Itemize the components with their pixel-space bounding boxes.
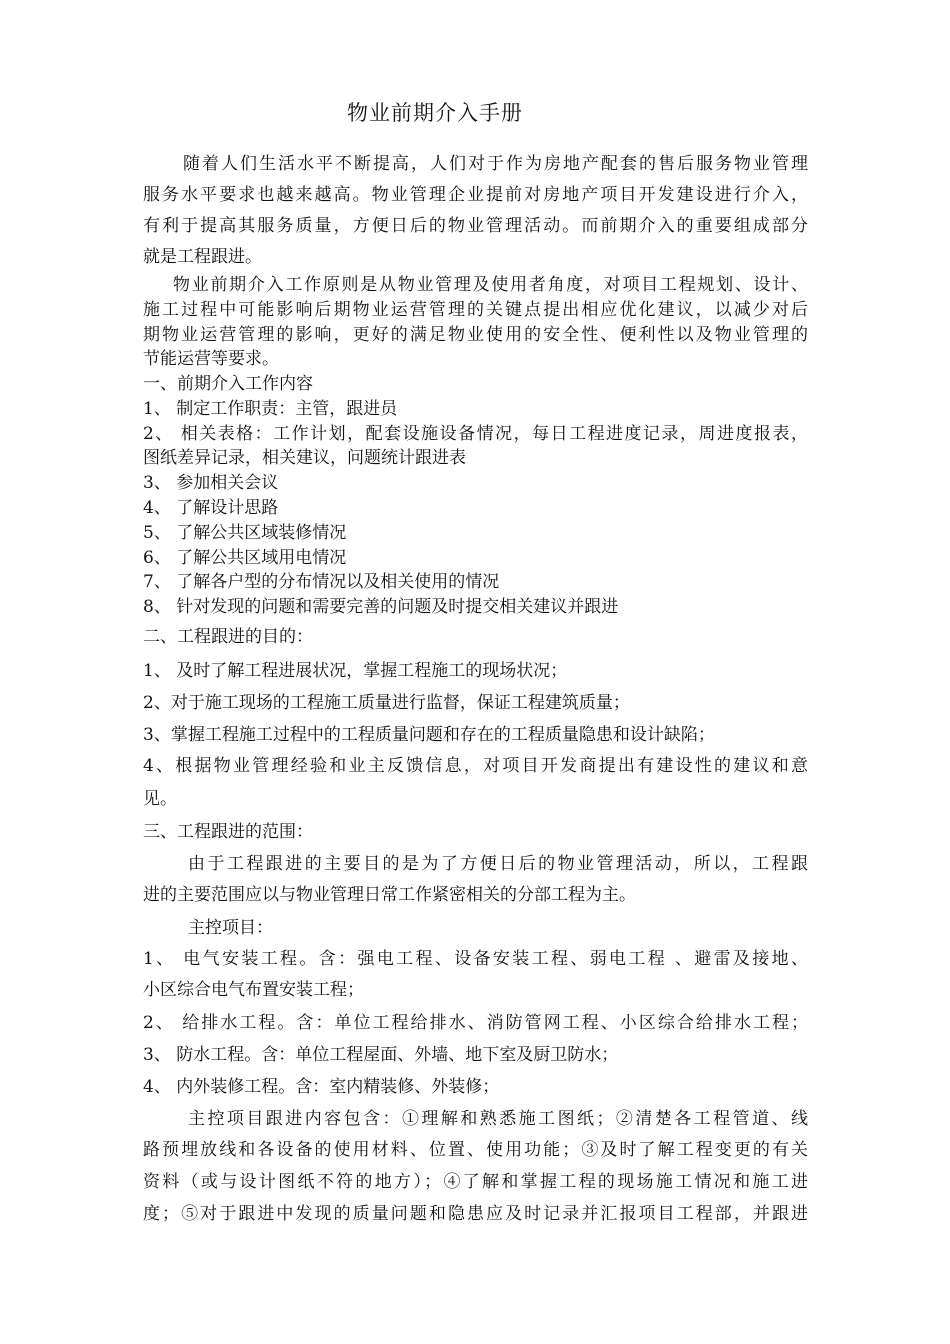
- paragraph-line: 物业前期介入工作原则是从物业管理及使用者角度，对项目工程规划、设计、: [173, 275, 808, 295]
- list-item: 2、 给排水工程。含：单位工程给排水、消防管网工程、小区综合给排水工程；: [143, 1013, 808, 1033]
- list-item: 2、对于施工现场的工程施工质量进行监督，保证工程建筑质量；: [143, 693, 630, 713]
- section-heading: 二、工程跟进的目的：: [143, 627, 313, 647]
- list-item: 小区综合电气布置安装工程；: [143, 980, 364, 1000]
- list-item: 1、 制定工作职责：主管，跟进员: [143, 399, 398, 419]
- paragraph-line: 进的主要范围应以与物业管理日常工作紧密相关的分部工程为主。: [143, 885, 636, 905]
- list-item: 8、 针对发现的问题和需要完善的问题及时提交相关建议并跟进: [143, 597, 619, 617]
- section-heading: 三、工程跟进的范围：: [143, 822, 313, 842]
- paragraph-line: 主控项目跟进内容包含：①理解和熟悉施工图纸；②清楚各工程管道、线: [188, 1109, 808, 1129]
- paragraph-line: 就是工程跟进。: [143, 247, 262, 267]
- paragraph-line: 资料（或与设计图纸不符的地方）；④了解和掌握工程的现场施工情况和施工进: [143, 1172, 808, 1192]
- paragraph-line: 随着人们生活水平不断提高，人们对于作为房地产配套的售后服务物业管理: [183, 154, 808, 174]
- list-item: 2、 相关表格：工作计划，配套设施设备情况，每日工程进度记录，周进度报表，: [143, 424, 808, 444]
- list-item: 3、 防水工程。含：单位工程屋面、外墙、地下室及厨卫防水；: [143, 1045, 619, 1065]
- list-item: 3、掌握工程施工过程中的工程质量问题和存在的工程质量隐患和设计缺陷；: [143, 725, 715, 745]
- list-item: 4、 内外装修工程。含：室内精装修、外装修；: [143, 1077, 500, 1097]
- paragraph-line: 由于工程跟进的主要目的是为了方便日后的物业管理活动，所以，工程跟: [188, 854, 808, 874]
- paragraph-line: 施工过程中可能影响后期物业运营管理的关键点提出相应优化建议，以减少对后: [143, 300, 808, 320]
- paragraph-line: 度；⑤对于跟进中发现的质量问题和隐患应及时记录并汇报项目工程部，并跟进: [143, 1204, 808, 1224]
- list-item: 1、 电气安装工程。含：强电工程、设备安装工程、弱电工程 、避雷及接地、: [143, 949, 808, 969]
- paragraph-line: 路预埋放线和各设备的使用材料、位置、使用功能；③及时了解工程变更的有关: [143, 1140, 808, 1160]
- list-item: 见。: [143, 789, 177, 809]
- list-item: 图纸差异记录，相关建议，问题统计跟进表: [143, 448, 466, 468]
- document-title: 物业前期介入手册: [347, 101, 523, 125]
- list-item: 6、 了解公共区域用电情况: [143, 548, 347, 568]
- list-item: 3、 参加相关会议: [143, 473, 279, 493]
- list-item: 4、 了解设计思路: [143, 498, 279, 518]
- subheading: 主控项目：: [188, 918, 273, 938]
- section-heading: 一、前期介入工作内容: [143, 374, 313, 394]
- paragraph-line: 节能运营等要求。: [143, 349, 279, 369]
- paragraph-line: 期物业运营管理的影响，更好的满足物业使用的安全性、便利性以及物业管理的: [143, 325, 808, 345]
- list-item: 5、 了解公共区域装修情况: [143, 523, 347, 543]
- list-item: 7、 了解各户型的分布情况以及相关使用的情况: [143, 572, 500, 592]
- list-item: 4、根据物业管理经验和业主反馈信息，对项目开发商提出有建设性的建议和意: [143, 756, 808, 776]
- list-item: 1、 及时了解工程进展状况，掌握工程施工的现场状况；: [143, 661, 568, 681]
- paragraph-line: 有利于提高其服务质量，方便日后的物业管理活动。而前期介入的重要组成部分: [143, 216, 808, 236]
- paragraph-line: 服务水平要求也越来越高。物业管理企业提前对房地产项目开发建设进行介入，: [143, 185, 808, 205]
